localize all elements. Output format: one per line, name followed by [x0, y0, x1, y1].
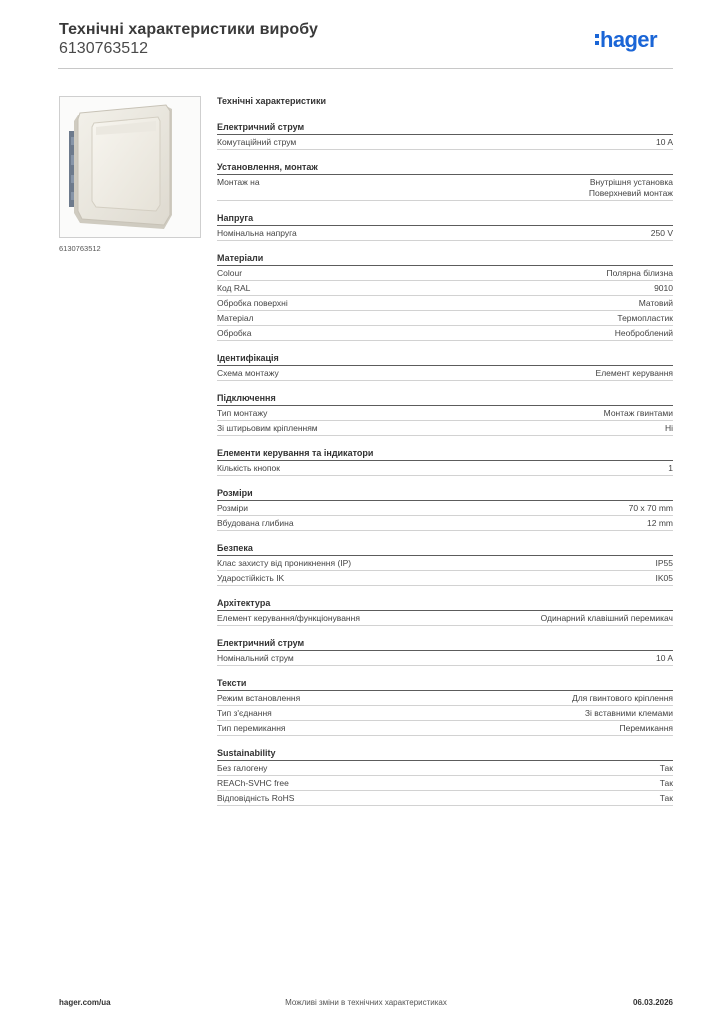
spec-label: Обробка [217, 328, 252, 338]
spec-label: Матеріал [217, 313, 254, 323]
spec-row [217, 296, 673, 311]
spec-label: Комутаційний струм [217, 137, 297, 147]
spec-row [217, 691, 673, 706]
section-title: Підключення [217, 391, 673, 406]
logo-text: hager [600, 27, 657, 52]
specs-table [217, 95, 673, 816]
spec-label: Код RAL [217, 283, 251, 293]
spec-row [217, 421, 673, 436]
switch-illustration [60, 97, 200, 237]
spec-row [217, 311, 673, 326]
spec-section [217, 676, 673, 736]
spec-section [217, 251, 673, 341]
spec-label: Номінальна напруга [217, 228, 297, 238]
spec-row [217, 406, 673, 421]
spec-section [217, 120, 673, 150]
section-title: Ідентифікація [217, 351, 673, 366]
spec-row [217, 461, 673, 476]
spec-value: Матовий [638, 298, 673, 308]
page-title: Технічні характеристики виробу [59, 21, 318, 38]
spec-row [217, 556, 673, 571]
spec-value: Так [659, 778, 673, 788]
spec-label: Режим встановлення [217, 693, 301, 703]
spec-value: Ні [664, 423, 673, 433]
spec-row [217, 516, 673, 531]
logo-colon-icon [595, 34, 599, 45]
section-title: Архітектура [217, 596, 673, 611]
section-title: Безпека [217, 541, 673, 556]
spec-row [217, 761, 673, 776]
section-title: Напруга [217, 211, 673, 226]
section-title: Установлення, монтаж [217, 160, 673, 175]
section-title: Електричний струм [217, 120, 673, 135]
spec-value: 9010 [654, 283, 673, 293]
section-title: Матеріали [217, 251, 673, 266]
product-image [59, 96, 201, 238]
spec-value: 10 A [655, 137, 673, 147]
spec-label: REACh-SVHC free [217, 778, 289, 788]
spec-label: Без галогену [217, 763, 268, 773]
section-title: Елементи керування та індикатори [217, 446, 673, 461]
spec-value: Полярна білизна [606, 268, 673, 278]
spec-section [217, 541, 673, 586]
spec-value: Для гвинтового кріплення [571, 693, 673, 703]
spec-label: Тип монтажу [217, 408, 268, 418]
spec-section [217, 211, 673, 241]
spec-label: Тип перемикання [217, 723, 286, 733]
spec-section [217, 160, 673, 201]
spec-row [217, 366, 673, 381]
spec-sections [217, 120, 673, 806]
spec-row [217, 266, 673, 281]
spec-section [217, 746, 673, 806]
spec-section [217, 486, 673, 531]
spec-section [217, 446, 673, 476]
footer-disclaimer: Можливі зміни в технічних характеристиках [285, 998, 447, 1007]
spec-section [217, 391, 673, 436]
specs-title: Технічні характеристики [217, 96, 326, 106]
spec-row [217, 611, 673, 626]
spec-value: Зі вставними клемами [584, 708, 673, 718]
spec-row [217, 571, 673, 586]
spec-value: Монтаж гвинтами [603, 408, 673, 418]
hager-logo [595, 28, 657, 52]
spec-label: Обробка поверхні [217, 298, 288, 308]
section-title: Розміри [217, 486, 673, 501]
spec-row [217, 226, 673, 241]
spec-value: Термопластик [617, 313, 673, 323]
spec-value: 1 [668, 463, 673, 473]
spec-label: Кількість кнопок [217, 463, 280, 473]
spec-value: 70 x 70 mm [628, 503, 673, 513]
spec-row [217, 791, 673, 806]
spec-label: Номінальний струм [217, 653, 294, 663]
spec-label: Тип з'єднання [217, 708, 272, 718]
product-code: 6130763512 [59, 40, 148, 57]
spec-value: IK05 [655, 573, 673, 583]
spec-value: Одинарний клавішний перемикач [540, 613, 673, 623]
spec-label: Монтаж на [217, 177, 260, 187]
spec-row [217, 135, 673, 150]
spec-value: IP55 [655, 558, 673, 568]
spec-value: Елемент керування [595, 368, 673, 378]
spec-row [217, 281, 673, 296]
spec-row [217, 175, 673, 201]
spec-row [217, 326, 673, 341]
footer-date: 06.03.2026 [632, 998, 673, 1007]
section-title: Sustainability [217, 746, 673, 761]
spec-label: Схема монтажу [217, 368, 279, 378]
spec-label: Розміри [217, 503, 249, 513]
spec-label: Ударостійкість IK [217, 573, 285, 583]
spec-value: Так [659, 793, 673, 803]
spec-section [217, 636, 673, 666]
footer-website: hager.com/ua [59, 998, 111, 1007]
spec-row [217, 501, 673, 516]
section-title: Електричний струм [217, 636, 673, 651]
spec-value: Необроблений [614, 328, 673, 338]
spec-value: 12 mm [647, 518, 673, 528]
spec-row [217, 776, 673, 791]
spec-value: Перемикання [619, 723, 673, 733]
spec-value: 10 A [655, 653, 673, 663]
spec-label: Вбудована глибина [217, 518, 294, 528]
spec-label: Відповідність RoHS [217, 793, 295, 803]
spec-row [217, 706, 673, 721]
spec-section [217, 596, 673, 626]
section-title: Тексти [217, 676, 673, 691]
spec-label: Зі штирьовим кріпленням [217, 423, 318, 433]
spec-value: 250 V [650, 228, 673, 238]
spec-label: Елемент керування/функціонування [217, 613, 360, 623]
spec-label: Клас захисту від проникнення (IP) [217, 558, 352, 568]
spec-row [217, 721, 673, 736]
spec-value: Так [659, 763, 673, 773]
spec-value: Внутрішня установка Поверхневий монтаж [588, 177, 673, 198]
header-divider [58, 68, 673, 69]
image-caption: 6130763512 [59, 244, 101, 253]
spec-section [217, 351, 673, 381]
spec-row [217, 651, 673, 666]
spec-label: Colour [217, 268, 243, 278]
